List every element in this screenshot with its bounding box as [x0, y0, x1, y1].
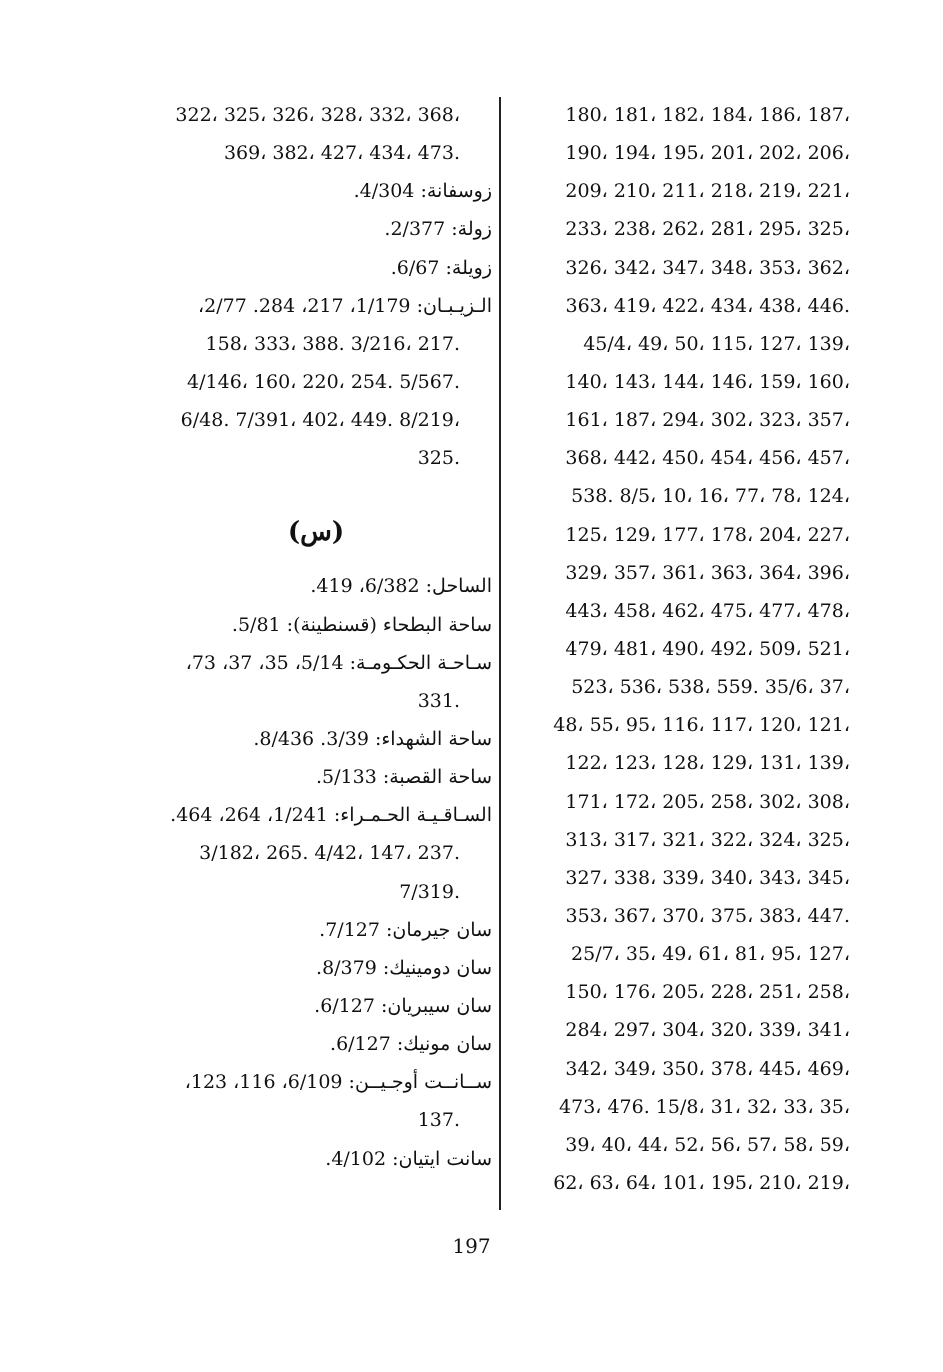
- page-number: 197: [452, 1234, 491, 1258]
- right-line: 353، 367، 370، 375، 383، 447.: [565, 904, 850, 927]
- right-line: 45/4، 49، 50، 115، 127، 139،: [583, 332, 850, 355]
- left-bottom-line: ساحة الشهداء: 3/39. 8/436.: [253, 727, 492, 750]
- left-bottom-line: ساحة القصبة: 5/133.: [315, 766, 492, 789]
- column-divider: [499, 97, 501, 1210]
- right-line: 313، 317، 321، 322، 324، 325،: [565, 828, 850, 851]
- left-top-line: 6/48. 7/391، 402، 449. 8/219،: [180, 409, 460, 432]
- left-top-line: 325.: [417, 447, 460, 470]
- left-bottom-line: ساحة البطحاء (قسنطينة): 5/81.: [231, 613, 492, 636]
- left-bottom-line: سان مونيك: 6/127.: [330, 1033, 492, 1056]
- right-line: 122، 123، 128، 129، 131، 139،: [565, 752, 850, 775]
- right-line: 171، 172، 205، 258، 302، 308،: [565, 790, 850, 813]
- right-line: 48، 55، 95، 116، 117، 120، 121،: [553, 714, 850, 737]
- left-index-column: [100, 96, 492, 1178]
- right-line: 523، 536، 538، 559. 35/6، 37،: [571, 676, 850, 699]
- right-line: 479، 481، 490، 492، 509، 521،: [565, 637, 850, 660]
- section-letter-heading: (س): [287, 517, 345, 548]
- left-top-line: 158، 333، 388. 3/216، 217.: [205, 332, 460, 355]
- left-bottom-line: الساحل: 6/382، 419.: [310, 575, 492, 598]
- left-top-line: 369، 382، 427، 434، 473.: [223, 142, 460, 165]
- right-line: 25/7، 35، 49، 61، 81، 95، 127،: [571, 943, 850, 966]
- right-line: 180، 181، 182، 184، 186، 187،: [565, 104, 850, 126]
- left-bottom-line: 3/182، 265. 4/42، 147، 237.: [199, 842, 460, 865]
- right-line: 150، 176، 205، 228، 251، 258،: [565, 981, 850, 1004]
- right-line: 327، 338، 339، 340، 343، 345،: [565, 866, 850, 889]
- right-line: 161، 187، 294، 302، 323، 357،: [565, 409, 850, 432]
- left-top-line: 4/146، 160، 220، 254. 5/567.: [187, 370, 460, 393]
- right-line: 190، 194، 195، 201، 202، 206،: [565, 142, 850, 165]
- right-line: 209، 210، 211، 218، 219، 221،: [565, 180, 850, 203]
- right-line: 125، 129، 177، 178، 204، 227،: [565, 523, 850, 546]
- right-line: 538. 8/5، 10، 16، 77، 78، 124،: [571, 485, 850, 508]
- left-bottom-line: سان سيبريان: 6/127.: [314, 994, 492, 1017]
- left-bottom-line: 137.: [417, 1109, 460, 1132]
- left-bottom-line: سان جيرمان: 7/127.: [319, 918, 492, 941]
- left-bottom-line: ســانــت أوجـيــن: 6/109، 116، 123،: [184, 1071, 492, 1094]
- left-column-bottom-entries: [100, 567, 492, 1177]
- right-line: 368، 442، 450، 454، 456، 457،: [565, 447, 850, 470]
- right-line: 342، 349، 350، 378، 445، 469،: [565, 1057, 850, 1080]
- right-line: 140، 143، 144، 146، 159، 160،: [565, 370, 850, 393]
- left-top-line: زوسفانة: 4/304.: [353, 180, 492, 203]
- left-bottom-line: السـاقـيـة الحـمـراء: 1/241، 264، 464.: [170, 804, 492, 827]
- right-line: 39، 40، 44، 52، 56، 57، 58، 59،: [565, 1133, 850, 1156]
- left-bottom-line: 7/319.: [399, 880, 460, 903]
- left-bottom-line: 331.: [417, 689, 460, 712]
- right-line: 443، 458، 462، 475، 477، 478،: [565, 599, 850, 622]
- left-top-line: 322، 325، 326، 328، 332، 368،: [175, 104, 460, 126]
- right-index-column: [505, 96, 850, 1202]
- left-bottom-line: سانت ايتيان: 4/102.: [325, 1147, 492, 1170]
- right-line: 473، 476. 15/8، 31، 32، 33، 35،: [559, 1095, 850, 1118]
- left-column-top-entries: [100, 96, 492, 477]
- right-line: 326، 342، 347، 348، 353، 362،: [565, 256, 850, 279]
- left-top-line: زويلة: 6/67.: [390, 256, 492, 279]
- right-line: 363، 419، 422، 434، 438، 446.: [565, 294, 850, 317]
- left-top-line: زولة: 2/377.: [384, 218, 492, 241]
- left-bottom-line: سان دومينيك: 8/379.: [316, 956, 492, 979]
- right-line: 284، 297، 304، 320، 339، 341،: [565, 1019, 850, 1042]
- left-bottom-line: سـاحـة الحكـومـة: 5/14، 35، 37، 73،: [185, 651, 492, 674]
- right-line: 233، 238، 262، 281، 295، 325،: [565, 218, 850, 241]
- left-top-line: الـزيـبـان: 1/179، 217، 284. 2/77،: [197, 294, 492, 317]
- right-line: 329، 357، 361، 363، 364، 396،: [565, 561, 850, 584]
- right-line: 62، 63، 64، 101، 195، 210، 219،: [553, 1171, 850, 1194]
